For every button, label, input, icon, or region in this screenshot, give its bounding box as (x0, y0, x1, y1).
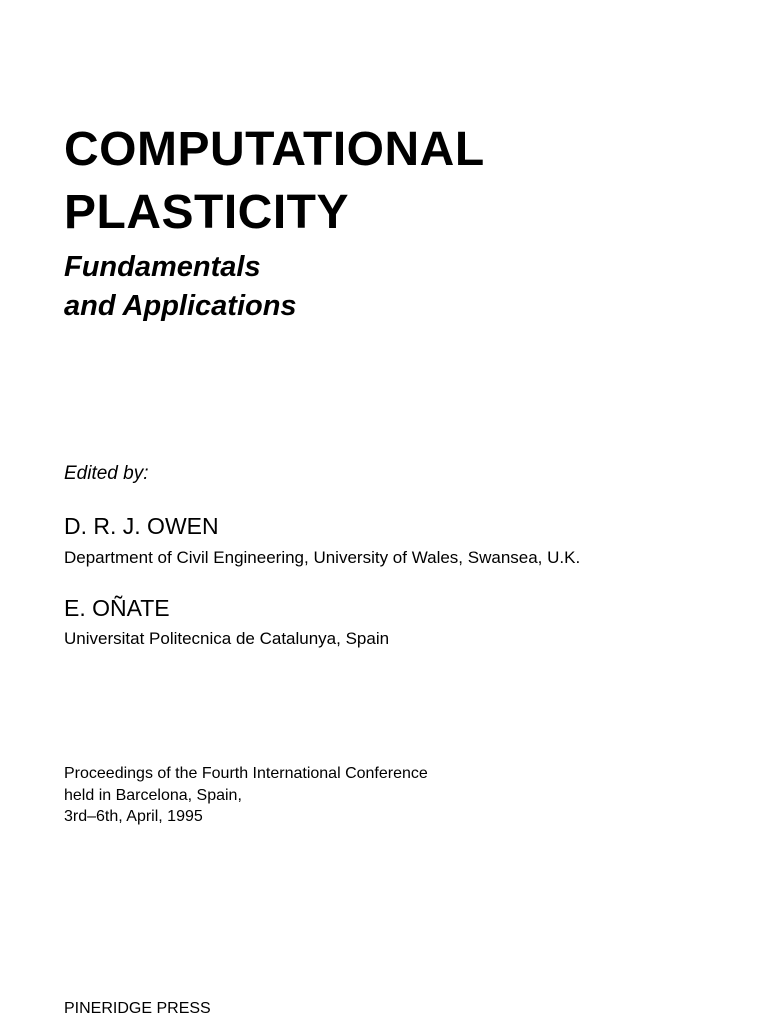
editor-1-affiliation: Department of Civil Engineering, University of Wales, Swansea, U.K. (64, 548, 581, 567)
editor-2-affiliation: Universitat Politecnica de Catalunya, Spain (64, 629, 390, 648)
proceedings-line-2: held in Barcelona, Spain, (64, 787, 242, 804)
editor-2-name: E. OÑATE (64, 595, 170, 621)
book-title-line-1: COMPUTATIONAL (64, 123, 485, 176)
proceedings-line-3: 3rd–6th, April, 1995 (64, 808, 203, 825)
proceedings-line-1: Proceedings of the Fourth International Conference (64, 765, 428, 782)
book-subtitle-line-1: Fundamentals (64, 251, 261, 283)
book-title-line-2: PLASTICITY (64, 186, 350, 239)
publisher-name: PINERIDGE PRESS (64, 1000, 211, 1017)
edited-by-label: Edited by: (64, 463, 149, 484)
editor-1-name: D. R. J. OWEN (64, 513, 219, 539)
book-subtitle-line-2: and Applications (64, 290, 297, 322)
